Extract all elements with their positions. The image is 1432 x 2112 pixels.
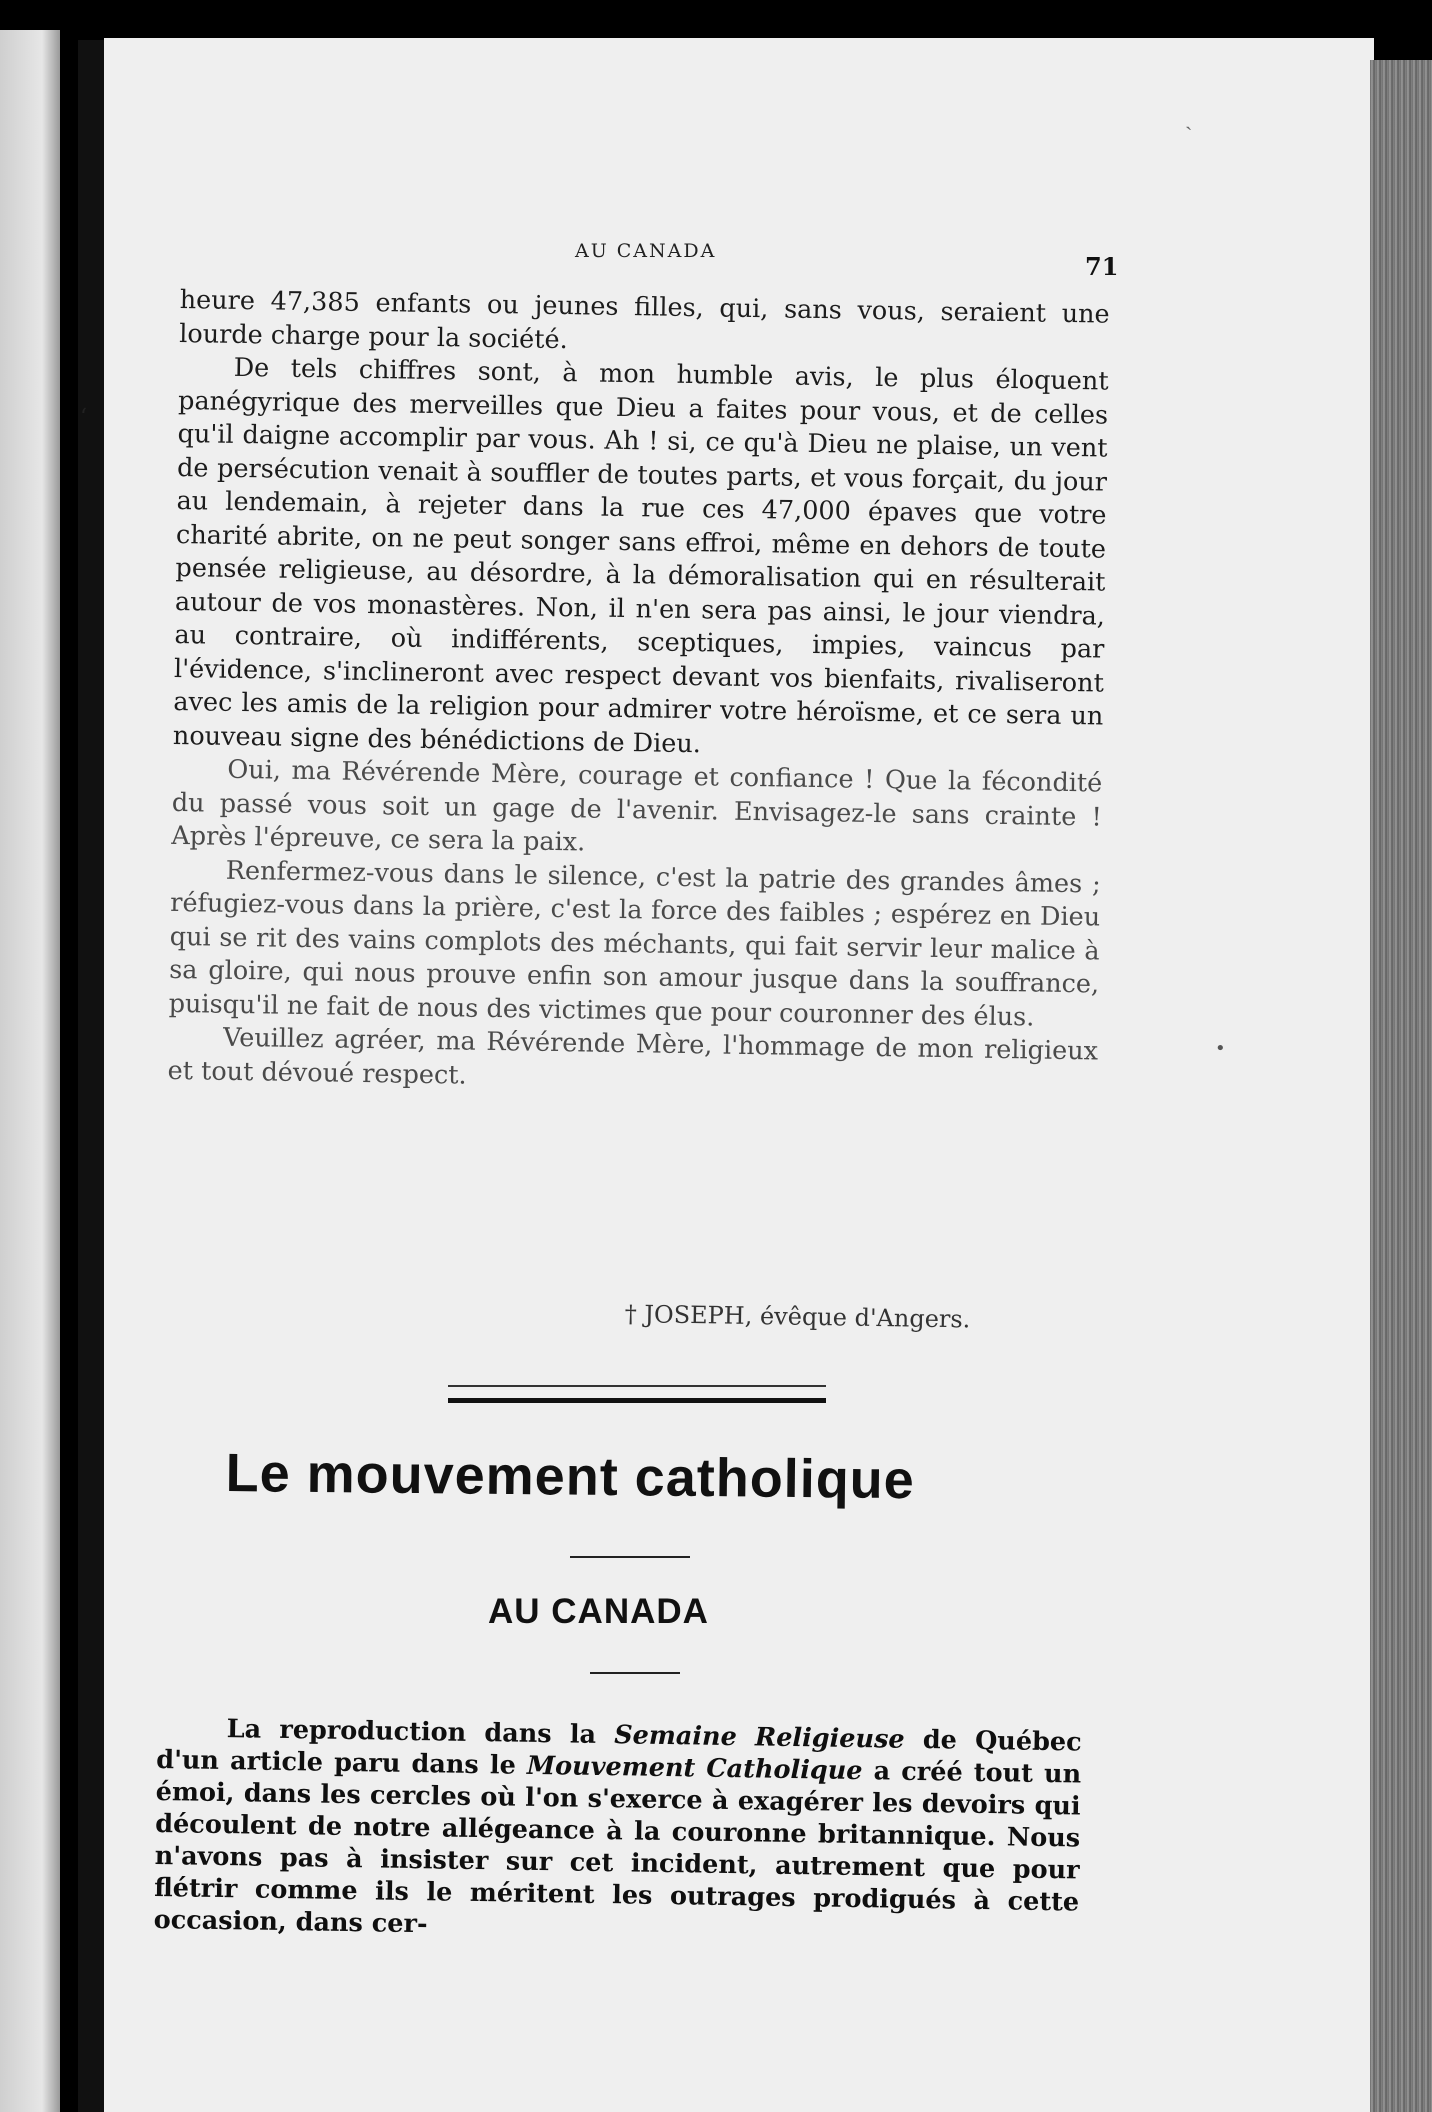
publication-title: Semaine Religieuse [614, 1720, 905, 1755]
running-head: AU CANADA [575, 240, 717, 262]
article-text: a créé tout un émoi, dans les cercles où l'on s'exerce à exagérer les devoirs qui découlent de notre allégeance à la couronne britannique. Nous n'avons pas à insister sur cet incident, autrement que pour flétrir comme ils le méritent les outrages prodigués à cette occasion, dans cer- [153, 1756, 1082, 1940]
book-gutter [78, 40, 106, 2112]
divider-thick-rule [448, 1398, 826, 1403]
facing-page-edge [0, 30, 60, 2112]
margin-speck: ˎ [1185, 106, 1193, 131]
signature: † JOSEPH, évêque d'Angers. [624, 1300, 971, 1334]
section-title: Le mouvement catholique [225, 1443, 916, 1511]
margin-speck: ʻ [80, 405, 87, 430]
letter-body [167, 284, 1110, 1103]
article-text: La reproduction dans la [226, 1714, 615, 1751]
letter-paragraph: heure 47,385 enfants ou jeunes filles, qui, sans vous, seraient une lourde charge pour la société. [178, 284, 1110, 355]
letter-paragraph: Renfermez-vous dans le silence, c'est la patrie des grandes âmes ; réfugiez-vous dans la prière, c'est la force des faibles ; espérez en Dieu qui se rit des vains complots des méchants, qui fait servir leur malice à sa gloire, qui nous prouve enfin son amour jusque dans la souffrance, puisqu'il ne fait de nous des victimes que pour couronner des élus. [168, 855, 1101, 1033]
title-underline-rule [570, 1556, 690, 1558]
divider-thin-rule [448, 1385, 826, 1387]
subtitle-underline-rule [590, 1672, 680, 1674]
section-subtitle: AU CANADA [488, 1592, 709, 1631]
margin-speck: • [1215, 1038, 1226, 1059]
publication-title: Mouvement Catholique [526, 1750, 863, 1787]
letter-paragraph: De tels chiffres sont, à mon humble avis, le plus éloquent panégyrique des merveilles que Dieu a faites pour vous, et de celles qu'il daigne accomplir par vous. Ah ! si, ce qu'à Dieu ne plaise, un vent de persécution venait à souffler de toutes parts, et vous forçait, du jour au lendemain, à rejeter dans la rue ces 47,000 épaves que votre charité abrite, on ne peut songer sans effroi, même en dehors de toute pensée religieuse, au désordre, à la démoralisation qui en résulterait autour de vos monastères. Non, il n'en sera pas ainsi, le jour viendra, au contraire, où indifférents, sceptiques, impies, vaincus par l'évidence, s'inclineront avec respect devant vos bienfaits, rivaliseront avec les amis de la religion pour admirer votre héroïsme, et ce sera un nouveau signe des bénédictions de Dieu. [172, 352, 1109, 759]
article-text: de Québec d'un article paru dans le [156, 1724, 1082, 1781]
article-paragraph [153, 1712, 1081, 1951]
page-number: 71 [1085, 252, 1119, 281]
letter-closing: Veuillez agréer, ma Révérende Mère, l'hommage de mon religieux et tout dévoué respect. [167, 1022, 1099, 1091]
letter-paragraph: Oui, ma Révérende Mère, courage et confiance ! Que la fécondité du passé vous soit un gage de l'avenir. Envisagez-le sans crainte ! Après l'épreuve, ce sera la paix. [171, 754, 1103, 858]
article-body [153, 1712, 1081, 1951]
page-stack-edge [1370, 60, 1432, 2112]
